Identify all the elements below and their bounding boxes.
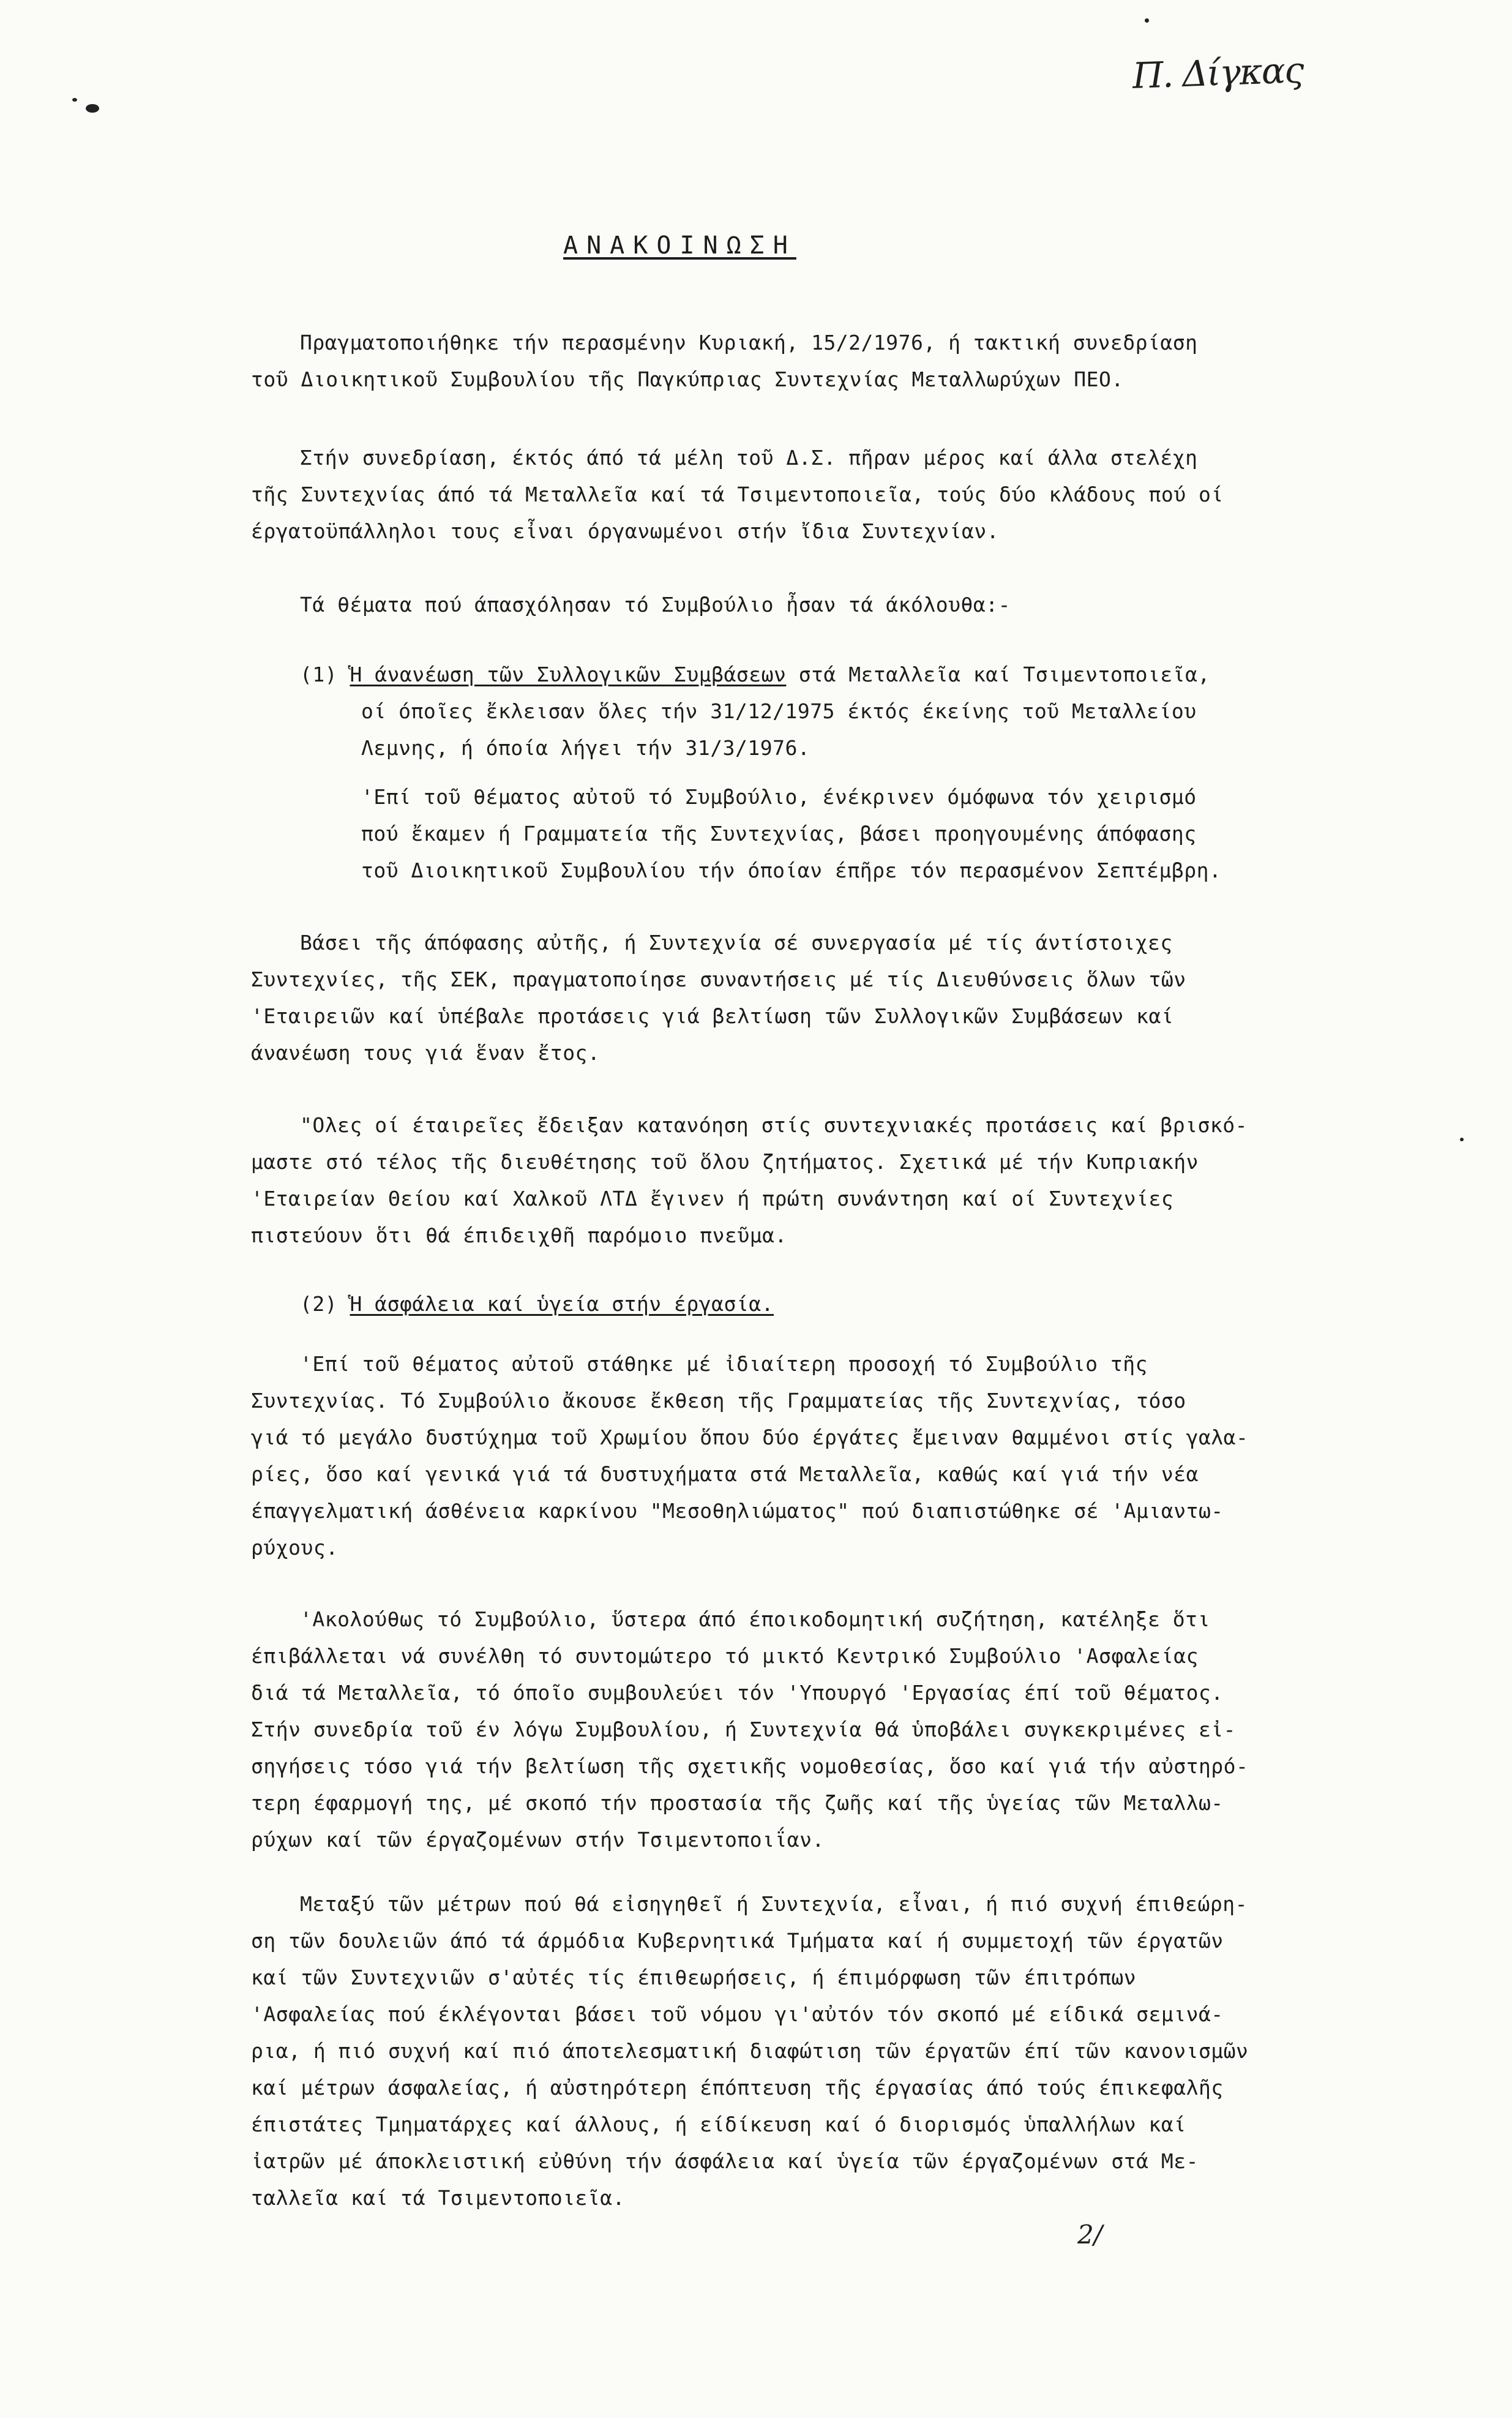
announcement-title: ΑΝΑΚΟΙΝΩΣΗ [563, 231, 796, 260]
scan-speck [86, 104, 99, 113]
line-text: σηγήσεις τόσο γιά τήν βελτίωση τῆς σχετικῆς νομοθεσίας, ὅσο καί γιά τήν αὐστηρό- [251, 1754, 1249, 1778]
line-text: ταλλεῖα καί τά Τσιμεντοποιεῖα. [251, 2186, 626, 2210]
line-text: Συντεχνίες, τῆς ΣΕΚ, πραγματοποίησε συναντήσεις μέ τίς Διευθύνσεις ὅλων τῶν [251, 967, 1186, 991]
line-text: (1) [300, 663, 350, 686]
line-text: ἰατρῶν μέ άποκλειστική εὐθύνη τήν άσφάλεια καί ὑγεία τῶν έργαζομένων στά Με- [251, 2149, 1199, 2173]
text-line [251, 2039, 1248, 2063]
line-text: μαστε στό τέλος τῆς διευθέτησης τοῦ ὅλου ζητήματος. Σχετικά μέ τήν Κυπριακήν [251, 1150, 1199, 1174]
text-line [251, 1828, 825, 1852]
scan-speck [1460, 1138, 1464, 1141]
text-line [251, 482, 1224, 507]
line-text: ση τῶν δουλειῶν άπό τά άρμόδια Κυβερνητικά Τμήματα καί ή συμμετοχή τῶν έργατῶν [251, 1929, 1224, 1953]
line-text: ρίες, ὅσο καί γενικά γιά τά δυστυχήματα στά Μεταλλεῖα, καθώς καί γιά τήν νέα [251, 1462, 1199, 1486]
line-text: ρύχων καί τῶν έργαζομένων στήν Τσιμεντοποιΐαν. [251, 1828, 825, 1852]
line-text: τοῦ Διοικητικοῦ Συμβουλίου τήν όποίαν έπῆρε τόν περασμένον Σεπτέμβρη. [361, 858, 1222, 882]
page-number: 2/ [1077, 2220, 1102, 2250]
text-line [361, 736, 810, 760]
underlined-heading: Ἡ άνανέωση τῶν Συλλογικῶν Συμβάσεων [350, 663, 787, 686]
line-text: 'Επί τοῦ θέματος αὐτοῦ στάθηκε μέ ἰδιαίτερη προσοχή τό Συμβούλιο τῆς [300, 1352, 1148, 1376]
text-line [251, 1644, 1199, 1669]
text-line [251, 1223, 787, 1248]
text-line [251, 367, 1124, 392]
scan-speck [1145, 18, 1149, 23]
line-text: 'Ακολούθως τό Συμβούλιο, ὕστερα άπό έποικοδομητική συζήτηση, κατέληξε ὅτι [300, 1607, 1210, 1631]
text-line [300, 931, 1173, 955]
line-text: "Ολες οί έταιρεῖες ἔδειξαν κατανόηση στίς συντεχνιακές προτάσεις καί βρισκό- [300, 1113, 1248, 1137]
line-text: έργατοϋπάλληλοι τους εἶναι όργανωμένοι στήν ἴδια Συντεχνίαν. [251, 519, 1000, 543]
line-text: οί όποῖες ἔκλεισαν ὅλες τήν 31/12/1975 έκτός έκείνης τοῦ Μεταλλείου [361, 699, 1197, 723]
text-line [251, 1681, 1224, 1705]
text-line [251, 1462, 1199, 1487]
line-text: ρύχους. [251, 1536, 339, 1560]
text-line [251, 1041, 600, 1065]
text-line [251, 2112, 1186, 2137]
text-line [251, 1004, 1173, 1029]
line-text: έπιβάλλεται νά συνέλθη τό συντομώτερο τό μικτό Κεντρικό Συμβούλιο 'Ασφαλείας [251, 1644, 1199, 1668]
text-line [251, 2076, 1224, 2100]
text-line [300, 446, 1197, 470]
line-text: 'Επί τοῦ θέματος αὐτοῦ τό Συμβούλιο, ένέκρινεν όμόφωνα τόν χειρισμό [361, 785, 1197, 809]
text-line [300, 1113, 1248, 1138]
line-text: 'Εταιρείαν Θείου καί Χαλκοῦ ΛΤΔ ἔγινεν ή πρώτη συνάντηση καί οί Συντεχνίες [251, 1187, 1174, 1211]
text-line [251, 1791, 1224, 1815]
scan-speck [72, 98, 77, 102]
text-line [251, 1389, 1186, 1413]
text-line [251, 1187, 1173, 1211]
text-line [251, 1150, 1199, 1174]
line-text: 'Εταιρειῶν καί ὑπέβαλε προτάσεις γιά βελτίωση τῶν Συλλογικῶν Συμβάσεων καί [251, 1004, 1174, 1028]
text-line [251, 1929, 1224, 1953]
text-line [300, 331, 1197, 355]
line-text: έπαγγελματική άσθένεια καρκίνου "Μεσοθηλιώματος" πού διαπιστώθηκε σέ 'Αμιαντω- [251, 1499, 1224, 1523]
line-text: Λεμνης, ή όποία λήγει τήν 31/3/1976. [361, 736, 810, 760]
line-text: διά τά Μεταλλεῖα, τό όποῖο συμβουλεύει τόν 'Υπουργό 'Εργασίας έπί τοῦ θέματος. [251, 1681, 1224, 1705]
line-text: Τά θέματα πού άπασχόλησαν τό Συμβούλιο ἦσαν τά άκόλουθα:- [300, 593, 1011, 617]
line-text: Στήν συνεδρίαση, έκτός άπό τά μέλη τοῦ Δ.Σ. πῆραν μέρος καί άλλα στελέχη [300, 446, 1198, 470]
text-line [361, 699, 1197, 724]
line-text: καί μέτρων άσφαλείας, ή αὐστηρότερη έπόπτευση τῆς έργασίας άπό τούς έπικεφαλῆς [251, 2076, 1224, 2100]
text-line [300, 593, 1011, 617]
text-line [300, 1292, 774, 1316]
line-text: (2) [300, 1292, 350, 1316]
line-text: ρια, ή πιό συχνή καί πιό άποτελεσματική διαφώτιση τῶν έργατῶν έπί τῶν κανονισμῶν [251, 2039, 1249, 2063]
text-line [251, 1754, 1248, 1779]
line-text: Μεταξύ τῶν μέτρων πού θά εἰσηγηθεῖ ή Συντεχνία, εἶναι, ή πιό συχνή έπιθεώρη- [300, 1892, 1248, 1916]
text-line [300, 663, 1210, 687]
text-line [300, 1892, 1248, 1917]
line-text: άνανέωση τους γιά ἕναν ἔτος. [251, 1041, 601, 1065]
text-line [251, 1718, 1236, 1742]
text-line [251, 967, 1186, 992]
line-text: πιστεύουν ὅτι θά έπιδειχθῆ παρόμοιο πνεῦμα. [251, 1223, 787, 1247]
text-line [361, 822, 1197, 846]
text-line [300, 1352, 1148, 1376]
text-line [251, 1536, 339, 1560]
line-text: Στήν συνεδρία τοῦ έν λόγω Συμβουλίου, ή Συντεχνία θά ὑποβάλει συγκεκριμένες εἰ- [251, 1718, 1237, 1741]
text-line [361, 785, 1197, 809]
line-text: πού ἔκαμεν ή Γραμματεία τῆς Συντεχνίας, βάσει προηγουμένης άπόφασης [361, 822, 1197, 846]
text-line [251, 2186, 625, 2210]
line-text: στά Μεταλλεῖα καί Τσιμεντοποιεῖα, [786, 663, 1210, 686]
line-text: Πραγματοποιήθηκε τήν περασμένην Κυριακή, 15/2/1976, ή τακτική συνεδρίαση [300, 331, 1198, 355]
line-text: Συντεχνίας. Τό Συμβούλιο ἄκουσε ἔκθεση τῆς Γραμματείας τῆς Συντεχνίας, τόσο [251, 1389, 1186, 1413]
handwritten-signature: Π. Δίγκας [1131, 49, 1304, 97]
line-text: γιά τό μεγάλο δυστύχημα τοῦ Χρωμίου ὅπου δύο έργάτες ἔμειναν θαμμένοι στίς γαλα- [251, 1425, 1249, 1449]
line-text: Βάσει τῆς άπόφασης αὐτῆς, ή Συντεχνία σέ συνεργασία μέ τίς άντίστοιχες [300, 931, 1173, 955]
line-text: τερη έφαρμογή της, μέ σκοπό τήν προστασία τῆς ζωῆς καί τῆς ὑγείας τῶν Μεταλλω- [251, 1791, 1224, 1815]
text-line [251, 519, 999, 544]
line-text: τῆς Συντεχνίας άπό τά Μεταλλεῖα καί τά Τσιμεντοποιεῖα, τούς δύο κλάδους πού οί [251, 482, 1224, 506]
line-text: τοῦ Διοικητικοῦ Συμβουλίου τῆς Παγκύπριας Συντεχνίας Μεταλλωρύχων ΠΕΟ. [251, 367, 1124, 391]
text-line [251, 1499, 1224, 1523]
text-line [251, 1425, 1248, 1450]
line-text: καί τῶν Συντεχνιῶν σ'αὐτές τίς έπιθεωρήσεις, ή έπιμόρφωση τῶν έπιτρόπων [251, 1966, 1137, 1989]
text-line [361, 858, 1221, 883]
text-line [251, 1966, 1136, 1990]
text-line [251, 2149, 1199, 2174]
line-text: έπιστάτες Τμηματάρχες καί άλλους, ή είδίκευση καί ό διορισμός ὑπαλλήλων καί [251, 2112, 1186, 2136]
line-text: 'Ασφαλείας πού έκλέγονται βάσει τοῦ νόμου γι'αὐτόν τόν σκοπό μέ είδικά σεμινά- [251, 2002, 1224, 2026]
underlined-heading: Ἡ άσφάλεια καί ὑγεία στήν έργασία. [350, 1292, 774, 1316]
text-line [300, 1607, 1210, 1632]
text-line [251, 2002, 1224, 2027]
